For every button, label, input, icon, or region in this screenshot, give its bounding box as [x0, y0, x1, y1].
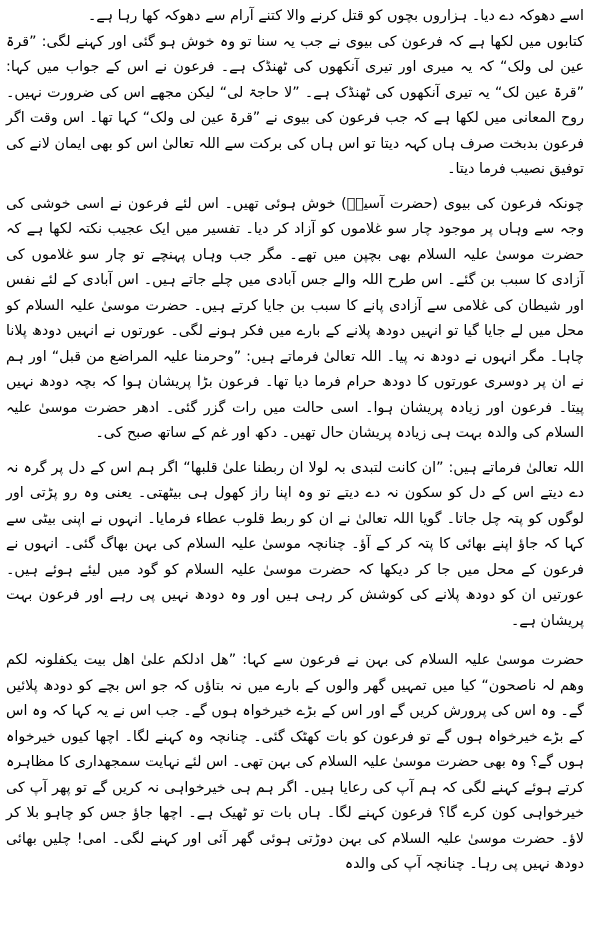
paragraph-3: چونکہ فرعون کی بیوی (حضرت آسیہؓ) خوش ہوئی تھیں۔ اس لئے فرعون نے اسی خوشی کی وجہ سے وہاں پر موجود چار سو غلاموں کو آزاد کر دیا۔ تفسیر میں ایک عجیب نکتہ لکھا ہے کہ حضرت موسیٰ علیہ السلام بھی بچپن میں تھے۔ مگر جب وہاں پہنچے تو چار سو غلاموں کی آزادی کا سبب بن گئے۔ اس طرح اللہ والے جس آبادی میں چلے جاتے ہیں۔ اس آبادی کے لئے نفس اور شیطان کی غلامی سے آزادی پانے کا سبب بن جایا کرتے ہیں۔ حضرت موسیٰ علیہ السلام کو محل میں لے جایا گیا تو انہیں دودھ پلانے کے بارے میں فکر ہونے لگی۔ عورتوں نے انہیں دودھ پلانا چاہا۔ مگر انہوں نے دودھ نہ پیا۔ اللہ تعالیٰ فرماتے ہیں: ”وحرمنا علیہ المراضع من قبل“ اور ہم نے ان پر دوسری عورتوں کا دودھ حرام فرما دیا تھا۔ فرعون بڑا پریشان ہوا کہ بچہ دودھ نہیں پیتا۔ فرعون اور زیادہ پریشان ہوا۔ اسی حالت میں رات گزر گئی۔ ادھر حضرت موسیٰ علیہ السلام کی والدہ بہت ہی زیادہ پریشان حال تھیں۔ دکھ اور غم کے ساتھ صبح کی۔ — [6, 195, 584, 441]
paragraph-4: اللہ تعالیٰ فرماتے ہیں: ”ان کانت لتبدی بہ لولا ان ربطنا علیٰ قلبھا“ اگر ہم اس کے دل پر گرہ نہ دے دیتے اس کے دل کو سکون نہ دے دیتے تو وہ اپنا راز کھول ہی بیٹھتی۔ یعنی وہ رو پڑتی اور لوگوں کو پتہ چل جاتا۔ گویا اللہ تعالیٰ نے ان کو ربط قلوب عطاء فرمایا۔ انہوں نے اپنی بیٹی سے کہا کہ جاؤ اپنے بھائی کا پتہ کر کے آؤ۔ چنانچہ موسیٰ علیہ السلام کی بہن بھاگ گئی۔ انہوں نے فرعون کے محل میں جا کر دیکھا کہ حضرت موسیٰ علیہ السلام کو گود میں لیئے ہوئے ہیں۔ عورتیں ان کو دودھ پلانے کی کوشش کر رہی ہیں اور وہ دودھ نہیں پی رہے اور فرعون بہت پریشان ہے۔ — [6, 459, 584, 629]
paragraph-5: حضرت موسیٰ علیہ السلام کی بہن نے فرعون سے کہا: ”ھل ادلکم علیٰ اھل بیت یکفلونہ لکم وھم لہ ناصحون“ کیا میں تمہیں گھر والوں کے بارے میں نہ بتاؤں کہ جو اس بچے کو دودھ پلائیں گے۔ وہ اس کی پرورش کریں گے اور اس کے بڑے خیرخواہ ہوں گے۔ جب اس نے یہ کہا کہ وہ اس کے بڑے خیرخواہ ہوں گے تو فرعون کو بات کھٹک گئی۔ چنانچہ وہ کہنے لگا۔ اچھا کیوں خیرخواہ ہوں گے؟ وہ بھی حضرت موسیٰ علیہ السلام کی بہن تھی۔ اس لئے نہایت سمجھداری کا مظاہرہ کرتے ہوئے کہنے لگی کہ ہم آپ کی رعایا ہیں۔ اگر ہم ہی خیرخواہی نہ کریں گے تو پھر آپ کی خیرخواہی کون کرے گا؟ فرعون کہنے لگا۔ ہاں بات تو ٹھیک ہے۔ اچھا جاؤ جس کو چاہو بلا کر لاؤ۔ حضرت موسیٰ علیہ السلام کی بہن دوڑتی ہوئی گھر آئی اور کہنے لگی۔ امی! چلیں بھائی دودھ نہیں پی رہا۔ چنانچہ آپ کی والدہ — [6, 652, 584, 872]
paragraph-2: کتابوں میں لکھا ہے کہ فرعون کی بیوی نے جب یہ سنا تو وہ خوش ہو گئی اور کہنے لگی: ”قرۃ عین لی ولک“ کہ یہ میری اور تیری آنکھوں کی ٹھنڈک ہے۔ فرعون نے اس کے جواب میں کہا: ”قرۃ عین لک“ یہ تیری آنکھوں کی ٹھنڈک ہے۔ ”لا حاجۃ لی“ لیکن مجھے اس کی ضرورت نہیں۔ روح المعانی میں لکھا ہے کہ جب فرعون کی بیوی نے ”قرۃ عین لی ولک“ کہا تھا۔ اس وقت اگر فرعون بدبخت صرف ہاں کہہ دیتا تو اس ہاں کی برکت سے اللہ تعالیٰ اس کو بھی ایمان لانے کی توفیق نصیب فرما دیتا۔ — [6, 33, 584, 177]
paragraph-1: اسے دھوکہ دے دیا۔ ہزاروں بچوں کو قتل کرنے والا کتنے آرام سے دھوکہ کھا رہا ہے۔ — [87, 8, 584, 24]
